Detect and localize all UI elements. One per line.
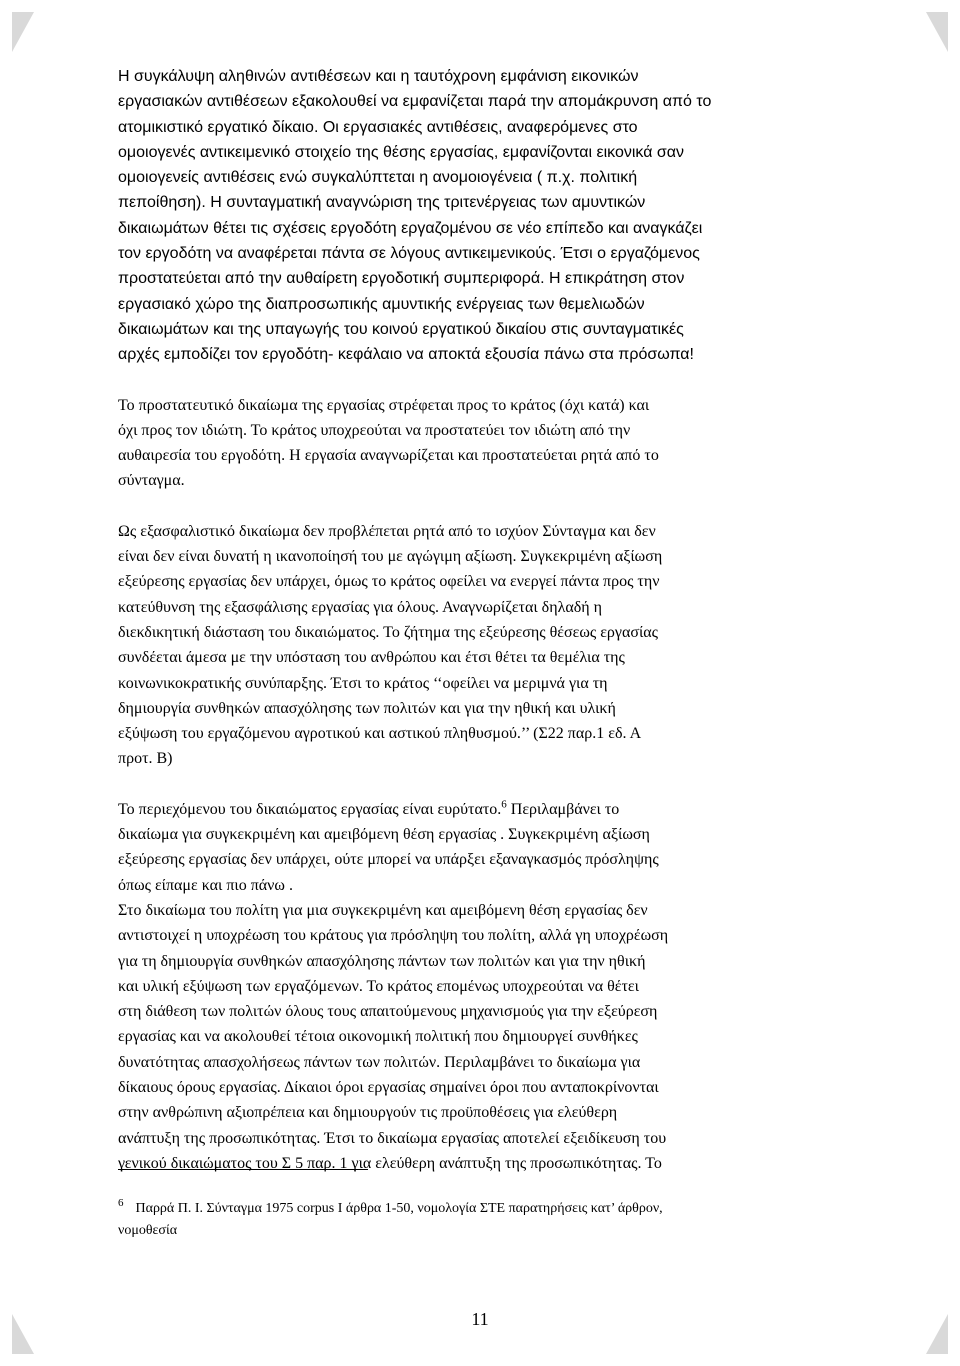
paragraph-1: Η συγκάλυψη αληθινών αντιθέσεων και η ταυτόχρονη εμφάνιση εικονικών εργασιακών αντιθέσεων εξακολουθεί να εμφανίζεται παρά την απομάκρυνση από το ατομικιστικό εργατικό δίκαιο. Οι εργασιακές αντιθέσεις, αναφερόμενες στο ομοιογενές αντικειμενικό στοιχείο της θέσης εργασίας, εμφανίζονται εικονικά σαν ομοιογενείς αντιθέσεις ενώ συγκαλύπτεται η ανομοιογένεια ( π.χ. πολιτική πεποίθηση). Η συνταγματική αναγνώριση της τριτενέργειας των αμυντικών δικαιωμάτων θέτει τις σχέσεις εργοδότη εργαζομένου σε νέο επίπεδο και αναγκάζει τον εργοδότη να αναφέρεται πάντα σε λόγους αντικειμενικούς. Έτσι ο εργαζόμενος προστατεύεται από την αυθαίρετη εργοδοτική συμπεριφορά. Η επικράτηση στον εργασιακό χώρο της διαπροσωπικής αμυντικής ενέργειας των θεμελιωδών δικαιωμάτων και της υπαγωγής του κοινού εργατικού δικαίου στις συνταγματικές αρχές εμποδίζει τον εργοδότη- κεφάλαιο να αποκτά εξουσία πάνω στα πρόσωπα! xyxy=(118,68,712,364)
paragraph-5: Στο δικαίωμα του πολίτη για μια συγκεκριμένη και αμειβόμενη θέση εργασίας δεν αντιστοιχεί η υποχρέωση του κράτους για πρόσληψη του πολίτη, αλλά γη υποχρέωση για τη δημιουργία συνθηκών απασχόλησης πάντων των πολιτών και για την ηθική και υλική εξύψωση των εργαζόμενων. Το κράτος επομένως υποχρεούται να θέτει στη διάθεση των πολιτών όλους τους απαιτούμενους μηχανισμούς για την εξεύρεση εργασίας και να ακολουθεί τέτοια οικονομική πολιτική που δημιουργεί συνθήκες δυνατότητας απασχολήσεως πάντων των πολιτών. Περιλαμβάνει το δικαίωμα για δίκαιους όρους εργασίας. Δίκαιοι όροι εργασίας σημαίνει όροι που ανταποκρίνονται στην ανθρώπινη αξιοπρέπεια και δημιουργούν τις προϋποθέσεις για ελεύθερη ανάπτυξη της προσωπικότητας. Έτσι το δικαίωμα εργασίας αποτελεί εξειδίκευση του γενικού δικαιώματος του Σ 5 παρ. 1 για ελεύθερη ανάπτυξη της προσωπικότητας. Το xyxy=(118,901,669,1172)
corner-decoration-top-right xyxy=(926,12,948,52)
paragraph-2: Το προστατευτικό δικαίωμα της εργασίας στρέφεται προς το κράτος (όχι κατά) και όχι προς τον ιδιώτη. Το κράτος υποχρεούται να προστατεύει τον ιδιώτη από την αυθαιρεσία του εργοδότη. Η εργασία αναγνωρίζεται και προστατεύεται ρητά από το σύνταγμα. xyxy=(118,396,659,490)
paragraph-4-rest: Περιλαμβάνει το δικαίωμα για συγκεκριμένη και αμειβόμενη θέση εργασίας . Συγκεκριμένη αξίωση εξεύρεσης εργασίας δεν υπάρχει, ούτε μπορεί να υπάρξει εξαναγκασμός πρόσληψης όπως είπαμε και πιο πάνω . xyxy=(118,800,659,894)
footnote-separator xyxy=(118,1169,368,1170)
footnote-text: Παρρά Π. Ι. Σύνταγμα 1975 corpus I άρθρα 1-50, νομολογία ΣΤΕ παρατηρήσεις κατ’ άρθρον, νομοθεσία xyxy=(118,1201,663,1238)
footnote-reference[interactable]: 6 xyxy=(501,798,507,811)
corner-decoration-top-left xyxy=(12,12,34,52)
footnote-number: 6 xyxy=(118,1197,124,1209)
page-number: 11 xyxy=(471,1309,489,1329)
paragraph-3: Ως εξασφαλιστικό δικαίωμα δεν προβλέπεται ρητά από το ισχύον Σύνταγμα και δεν είναι δεν είναι δυνατή η ικανοποίησή του με αγώγιμη αξίωση. Συγκεκριμένη αξίωση εξεύρεσης εργασίας δεν υπάρχει, όμως το κράτος οφείλει να ενεργεί πάντα προς την κατεύθυνση της εξασφάλισης εργασίας για όλους. Αναγνωρίζεται δηλαδή η διεκδικητική διάσταση του δικαιώματος. Το ζήτημα της εξεύρεσης θέσεως εργασίας συνδέεται άμεσα με την υπόσταση του ανθρώπου και έτσι θέτει τα θεμέλια της κοινωνικοκρατικής συνύπαρξης. Έτσι το κράτος ‘‘οφείλει να μεριμνά για τη δημιουργία συνθηκών απασχόλησης των πολιτών και για την ηθική και υλική εξύψωση του εργαζόμενου αγροτικού και αστικού πληθυσμού.’’ (Σ22 παρ.1 εδ. Α προτ. Β) xyxy=(118,522,663,768)
paragraph-4-start: Το περιεχόμενου του δικαιώματος εργασίας είναι ευρύτατο. xyxy=(118,800,502,818)
footnote xyxy=(118,1198,838,1242)
paragraph-4 xyxy=(118,797,848,898)
document-body xyxy=(118,64,848,1176)
